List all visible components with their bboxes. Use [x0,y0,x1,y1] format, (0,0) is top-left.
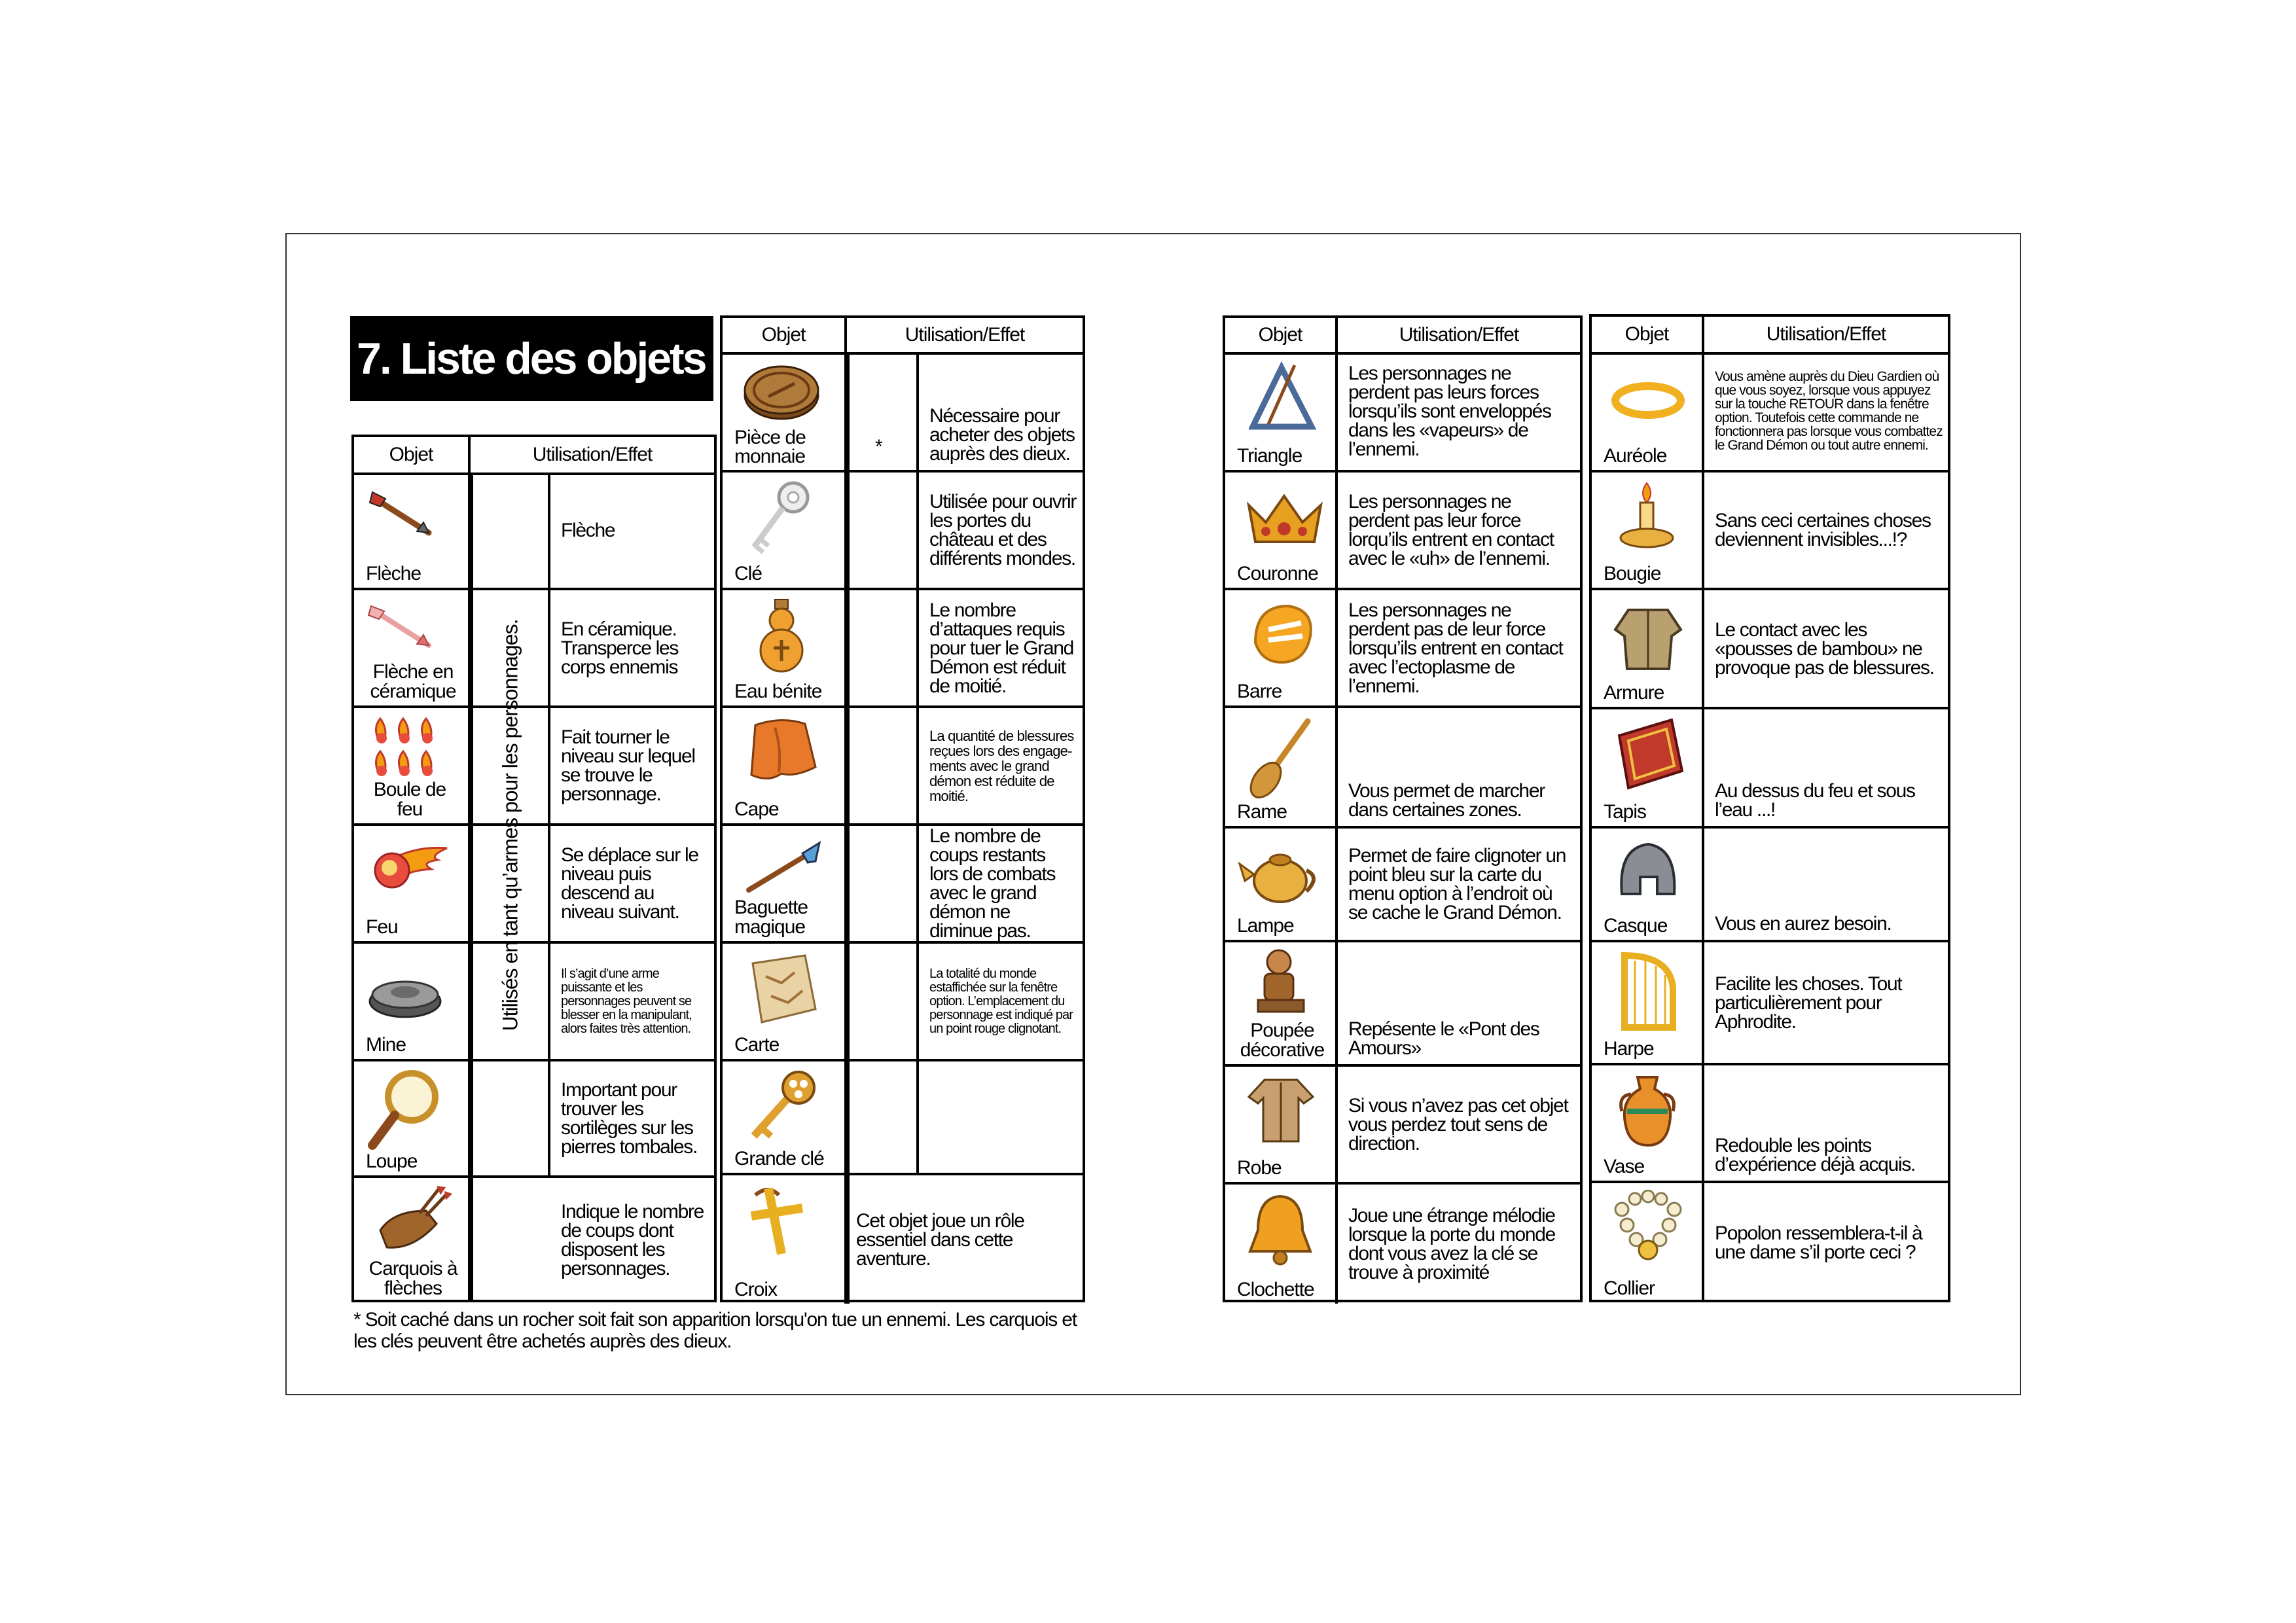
header-object: Objet [1225,318,1338,352]
table-row [723,590,1083,708]
object-cell [723,708,847,823]
effect-text: Sans ceci certaines choses deviennent invisibles...!? [1715,510,1931,550]
halo-icon [1609,378,1681,450]
object-cell [723,1175,847,1304]
table-header [723,318,1083,355]
carpet-icon [1609,716,1681,788]
object-cell [1225,942,1338,1064]
object-cell [1225,829,1338,940]
table-row [1225,1067,1580,1185]
object-cell [1592,829,1704,940]
armor-icon [1609,597,1681,669]
triangle-icon [1249,359,1321,431]
footnote-star: * [875,436,883,457]
object-name: Croix [734,1279,778,1300]
table-row [1592,473,1948,590]
necklace-icon [1609,1190,1681,1262]
table-header [1592,317,1948,355]
object-name: Boule de feu [373,779,446,820]
object-cell [354,590,471,705]
table-row [1592,1065,1948,1183]
effect-text: En céramique. Transperce les corps ennemis [561,618,679,678]
header-object: Objet [354,437,471,473]
robe-icon [1245,1073,1317,1145]
object-cell [1592,590,1704,707]
table-row [354,944,714,1061]
object-name: Triangle [1237,445,1302,467]
object-name: Baguette magique [734,897,808,938]
table-row [1225,1185,1580,1304]
table-row [723,1061,1083,1175]
table-header [354,437,714,475]
object-name: Eau bénite [734,681,822,702]
quiver-icon [374,1185,446,1257]
bell-icon [1245,1191,1317,1263]
effect-text: Cet objet joue un rôle essentiel dans cette aventure. [856,1209,1024,1270]
key-icon [742,479,814,551]
effect-text: Se déplace sur le niveau puis descend au niveau suivant. [561,844,698,923]
effect-text: Il s’agit d’une arme puissante et les personnages peuvent se blesser en la manipulant, alors faites très attention. [561,966,692,1036]
effect-text: Fait tourner le niveau sur lequel se trouve le personnage. [561,726,695,805]
ceramic-arrow-icon [366,597,438,669]
object-cell [1592,1183,1704,1302]
object-name: Grande clé [734,1148,824,1169]
object-name: Mine [366,1034,406,1056]
object-cell [354,1061,471,1175]
effect-text: Le nombre d’attaques requis pour tuer le Grand Démon est réduit de moitié. [929,599,1074,697]
table-header [1225,318,1580,355]
object-name: Carte [734,1034,780,1056]
table-row [1225,708,1580,829]
effect-text: Les personnages ne perdent pas leur force lorqu’ils entrent en contact avec le «uh» de l’ennemi. [1348,491,1554,569]
object-cell [1225,590,1338,705]
table-row [1225,829,1580,942]
object-name: Vase [1604,1156,1645,1177]
weapons-vertical-note: Utilisés en tant qu’armes pour les personnages. [498,619,522,1031]
table-row [1225,352,1580,473]
table-row [1592,709,1948,829]
object-cell [723,590,847,705]
table-row [354,826,714,944]
effect-text: Permet de faire clignoter un point bleu sur la carte du menu option à l’endroit où se cache le Grand Démon. [1348,845,1566,923]
effect-text: Repésente le «Pont des Amours» [1348,1018,1539,1059]
holy-water-icon [749,597,821,669]
object-cell [1225,352,1338,470]
table-row [354,708,714,826]
effect-text: Au dessus du feu et sous l’eau ...! [1715,780,1915,821]
object-name: Flèche [366,563,422,584]
table-row [723,944,1083,1061]
object-name: Flèche en céramique [370,661,456,702]
table-row [354,1061,714,1178]
effect-text: Important pour trouver les sortilèges sur les pierres tombales. [561,1079,697,1158]
object-name: Auréole [1604,445,1667,467]
header-effect: Utilisation/Effet [905,324,1025,346]
cape-icon [742,715,814,787]
object-cell [1592,352,1704,470]
object-cell [1592,709,1704,826]
object-cell [354,826,471,941]
footnote: * Soit caché dans un rocher soit fait son apparition lorsqu'on tue un ennemi. Les carquois et les clés peuvent être achetés auprès des dieux. [353,1309,1077,1352]
lamp-icon [1238,844,1310,916]
effect-text: Vous permet de marcher dans certaines zones. [1348,780,1545,821]
table-row [1592,352,1948,473]
effect-text: Indique le nombre de coups dont disposent les personnages. [561,1201,704,1279]
effect-text: La totalité du monde estaffichée sur la fenêtre option. L’emplacement du personnage est indiqué par un point rouge clignotant. [929,966,1073,1036]
table-row [354,590,714,708]
object-cell [1592,473,1704,588]
object-cell [1225,708,1338,826]
mine-icon [366,970,438,1042]
table-row [723,708,1083,826]
effect-text: Joue une étrange mélodie lorsque la porte du monde dont vous avez la clé se trouve à proximité [1348,1205,1556,1283]
object-cell [354,473,471,588]
object-cell [723,473,847,588]
effect-text: Les personnages ne perdent pas leurs forces lorsqu’ils sont enveloppés dans les «vapeurs» de l’ennemi. [1348,362,1551,460]
object-name: Harpe [1604,1038,1654,1060]
helmet-icon [1611,835,1683,907]
table-row [1592,590,1948,709]
object-cell [723,352,847,470]
table-row [1225,942,1580,1067]
effect-text: Vous amène auprès du Dieu Gardien où que vous soyez, lorsque vous appuyez sur la touche RETOUR dans la fenêtre option. Toutefois cette commande ne fonctionnera pas lorsque vous combattez le Grand Démon ou tout autre ennemi. [1715,369,1943,453]
table-row [1592,1183,1948,1302]
oar-icon [1242,715,1314,787]
effect-text: Les personnages ne perdent pas de leur force lorsqu’ils entrent en contact avec l’ectoplasme de l’ennemi. [1348,599,1563,697]
object-name: Loupe [366,1150,418,1172]
fireball-icon [366,715,438,787]
header-object: Objet [1592,317,1704,352]
items-table-3 [1223,315,1583,1302]
big-key-icon [742,1068,814,1140]
doll-icon [1245,946,1317,1018]
object-name: Collier [1604,1277,1655,1299]
table-row [1225,473,1580,590]
effect-text: Le contact avec les «pousses de bambou» ne provoque pas de blessures. [1715,618,1934,679]
object-name: Rame [1237,801,1287,823]
effect-text: Redouble les points d’expérience déjà acquis. [1715,1135,1916,1175]
table-row [723,352,1083,473]
effect-text: Vous en aurez besoin. [1715,913,1892,935]
object-name: Pièce de monnaie [734,427,806,467]
vase-icon [1611,1072,1683,1144]
object-name: Armure [1604,682,1664,704]
effect-text: Popolon ressemblera-t-il à une dame s’il porte ceci ? [1715,1222,1922,1263]
table-row [723,826,1083,944]
object-name: Bougie [1604,563,1661,584]
table-row [1592,942,1948,1065]
object-name: Feu [366,916,398,938]
effect-text: Le nombre de coups restants lors de combats avec le grand démon ne diminue pas. [929,825,1056,942]
arrow-icon [366,479,438,551]
page-title: 7. Liste des objets [350,316,713,401]
object-cell [723,1061,847,1173]
effect-text: Si vous n’avez pas cet objet vous perdez tout sens de direction. [1348,1094,1568,1154]
table-row [354,473,714,590]
crown-icon [1242,486,1314,558]
object-name: Casque [1604,915,1668,936]
table-row [723,473,1083,590]
object-cell [723,826,847,941]
items-table-2 [720,315,1085,1302]
table-row [1592,829,1948,942]
magnifier-icon [366,1068,438,1140]
object-name: Poupée décorative [1240,1020,1325,1061]
header-effect: Utilisation/Effet [532,444,653,465]
harp-icon [1611,949,1683,1021]
object-cell [1225,1067,1338,1182]
items-table-4 [1589,314,1950,1302]
table-row [723,1175,1083,1304]
object-name: Cape [734,798,779,820]
object-cell [1225,473,1338,588]
cross-icon [742,1182,814,1254]
object-name: Clé [734,563,762,584]
helm-bar-icon [1242,597,1314,669]
effect-text: Utilisée pour ouvrir les portes du château et des différents mondes. [929,491,1077,569]
effect-text: Facilite les choses. Tout particulièrement pour Aphrodite. [1715,972,1902,1033]
object-name: Clochette [1237,1279,1314,1300]
object-name: Barre [1237,681,1282,702]
object-cell [1225,1185,1338,1304]
object-name: Lampe [1237,915,1294,936]
header-effect: Utilisation/Effet [1766,323,1886,345]
effect-text [919,1061,1083,1173]
effect-text: Flèche [561,519,615,541]
fire-icon [366,832,438,904]
map-icon [742,950,814,1022]
effect-text: Nécessaire pour acheter des objets auprès des dieux. [929,405,1075,465]
header-object: Objet [723,318,847,352]
object-name: Robe [1237,1157,1282,1179]
coin-icon [742,359,814,431]
object-name: Tapis [1604,801,1647,823]
object-cell [354,944,471,1059]
effect-text: La quantité de blessures reçues lors des engage-ments avec le grand démon est réduite de moitié. [929,727,1074,804]
object-cell [1592,942,1704,1063]
header-effect: Utilisation/Effet [1399,324,1519,346]
object-name: Carquois à flèches [368,1258,457,1299]
object-name: Couronne [1237,563,1318,584]
object-cell [354,708,471,823]
object-cell [1592,1065,1704,1181]
items-table-weapons [351,435,717,1302]
object-cell [354,1178,471,1302]
table-row [354,1178,714,1302]
object-cell [723,944,847,1059]
table-row [1225,590,1580,708]
candle-icon [1611,479,1683,551]
